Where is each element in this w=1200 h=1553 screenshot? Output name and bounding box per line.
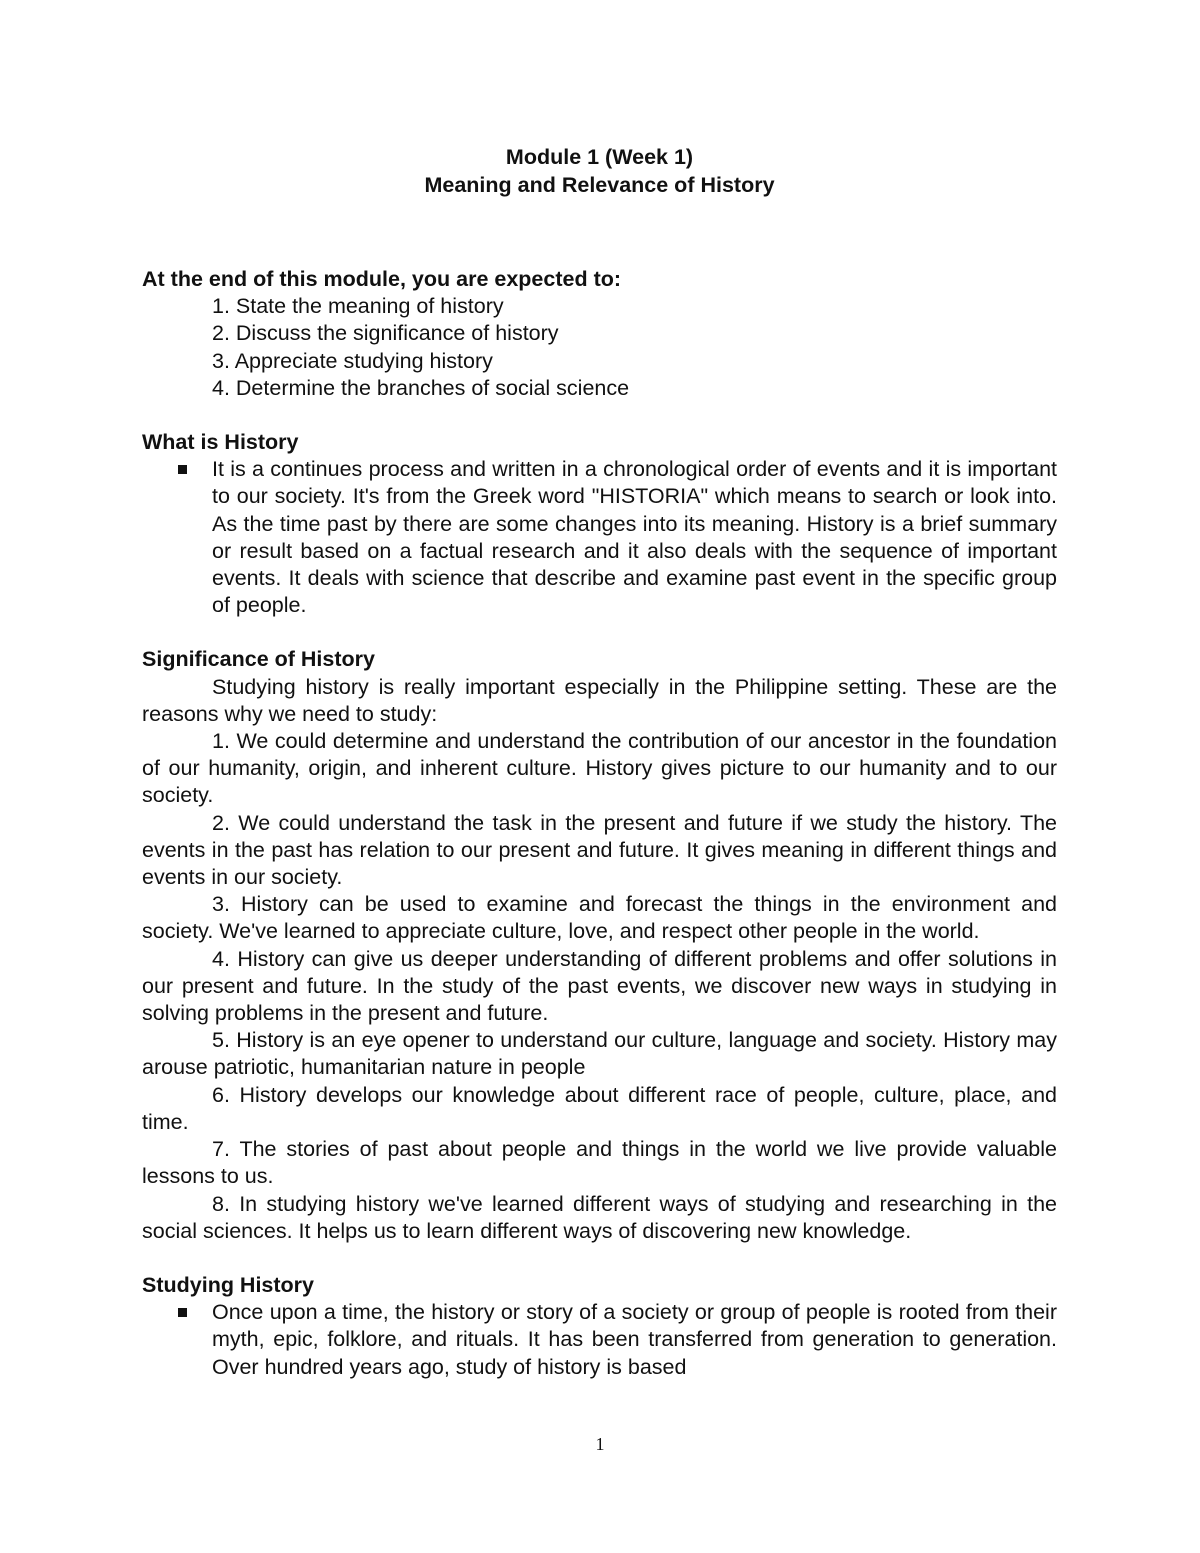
what-is-history-heading: What is History: [142, 430, 299, 455]
significance-reason: 3. History can be used to examine and forecast the things in the environment and society. We've learned to appreciate culture, love, and respect other people in the world.: [142, 892, 1057, 944]
significance-reason: 1. We could determine and understand the contribution of our ancestor in the foundation of our humanity, origin, and inherent culture. History gives picture to our humanity and to our society.: [142, 729, 1057, 808]
spacer: [142, 402, 1057, 429]
page-number: 1: [595, 1434, 605, 1454]
significance-reason: 6. History develops our knowledge about different race of people, culture, place, and time.: [142, 1082, 1057, 1134]
module-subtitle: Meaning and Relevance of History: [424, 173, 775, 197]
what-is-history-bullet: [142, 456, 1057, 619]
studying-history-heading: Studying History: [142, 1272, 315, 1297]
square-bullet-icon: [178, 1308, 187, 1317]
square-bullet-icon: [178, 465, 187, 474]
objective-item: 3. Appreciate studying history: [212, 348, 493, 373]
objective-item: 4. Determine the branches of social science: [212, 375, 630, 400]
objective-item: 1. State the meaning of history: [212, 294, 504, 319]
significance-reason: 7. The stories of past about people and things in the world we live provide valuable lessons to us.: [142, 1137, 1057, 1189]
objectives-list: [212, 293, 1057, 402]
what-is-history-text: It is a continues process and written in a chronological order of events and it is important to our society. It's from the Greek word "HISTORIA" which means to search or look into. As the time past by there are some changes into its meaning. History is a brief summary or result based on a factual research and it also deals with the sequence of important events. It deals with science that describe and examine past event in the specific group of people.: [212, 457, 1057, 618]
significance-heading: Significance of History: [142, 647, 375, 672]
significance-reason: 4. History can give us deeper understanding of different problems and offer solutions in our present and future. In the study of the past events, we discover new ways in studying in solving problems in the present and future.: [142, 946, 1057, 1026]
objectives-heading: At the end of this module, you are expected to:: [142, 267, 622, 291]
spacer: [142, 619, 1057, 646]
title-block: [142, 143, 1057, 199]
studying-history-text: Once upon a time, the history or story of a society or group of people is rooted from their myth, epic, folklore, and rituals. It has been transferred from generation to generation. Over hundred years ago, study of history is based: [212, 1300, 1057, 1379]
document-body: [142, 143, 1057, 1381]
studying-history-bullet: [142, 1299, 1057, 1381]
significance-reason: 5. History is an eye opener to understand our culture, language and society. History may arouse patriotic, humanitarian nature in people: [142, 1028, 1057, 1080]
significance-intro: Studying history is really important especially in the Philippine setting. These are the reasons why we need to study:: [142, 674, 1057, 726]
spacer: [142, 1245, 1057, 1272]
objective-item: 2. Discuss the significance of history: [212, 321, 559, 346]
significance-reason: 8. In studying history we've learned different ways of studying and researching in the social sciences. It helps us to learn different ways of discovering new knowledge.: [142, 1191, 1057, 1243]
significance-reason: 2. We could understand the task in the present and future if we study the history. The events in the past has relation to our present and future. It gives meaning in different things and events in our society.: [142, 810, 1057, 890]
module-title: Module 1 (Week 1): [505, 145, 694, 169]
